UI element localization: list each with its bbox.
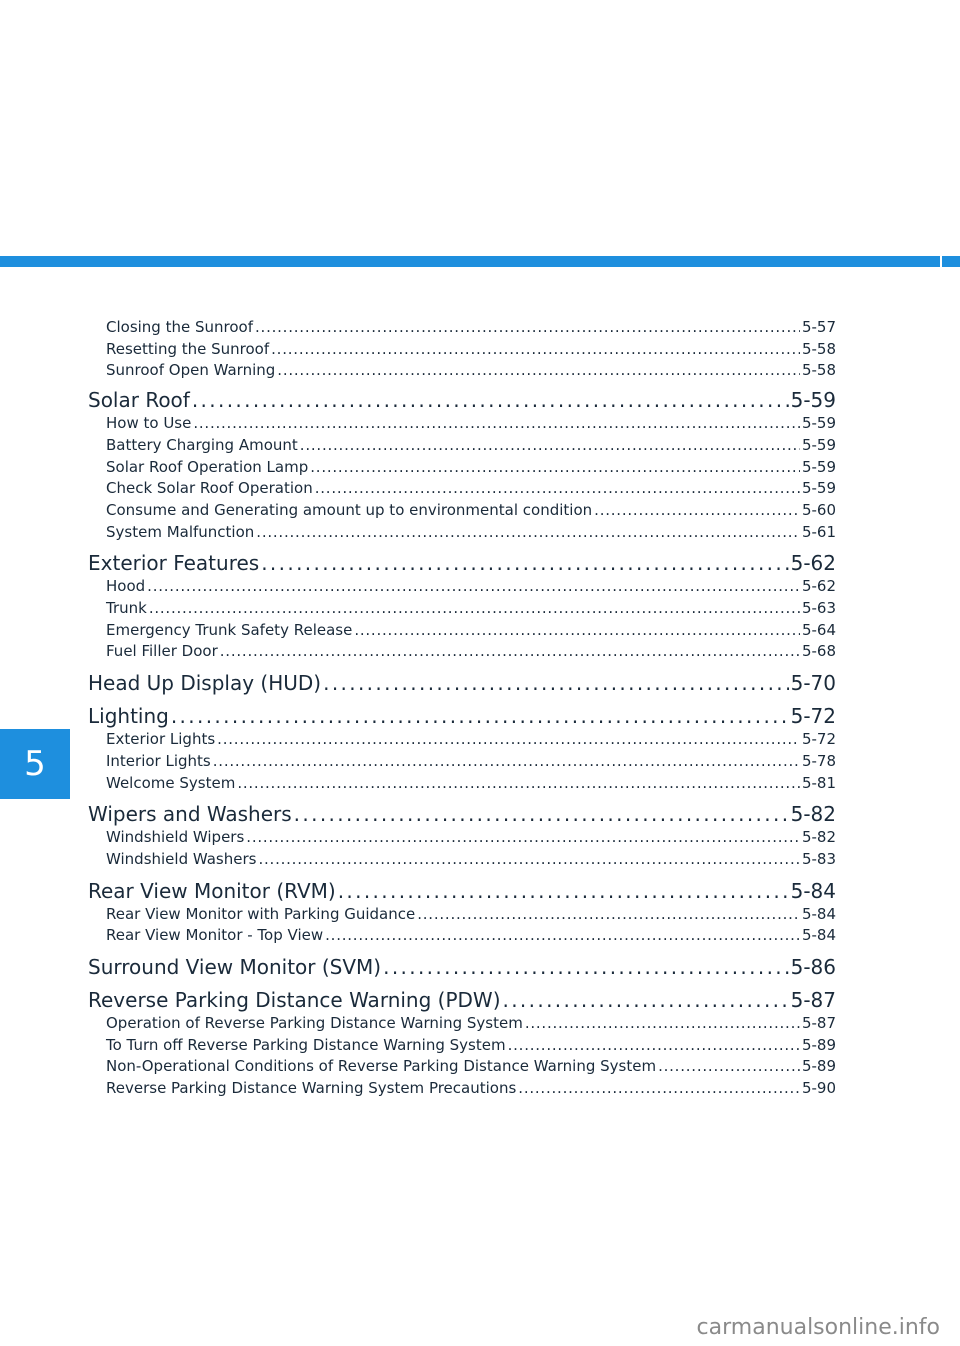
- dot-leader: [217, 729, 800, 751]
- toc-section-entry[interactable]: [88, 387, 836, 413]
- toc-entry-page: 5-86: [790, 955, 836, 980]
- toc-entry-page: 5-87: [801, 1014, 836, 1033]
- chapter-tab: [0, 729, 70, 799]
- table-of-contents: [88, 317, 836, 1100]
- toc-entry-title: Welcome System: [106, 773, 236, 792]
- dot-leader: [277, 360, 800, 382]
- toc-subsection-entry[interactable]: [88, 1078, 836, 1100]
- toc-subsection-entry[interactable]: [88, 827, 836, 849]
- toc-entry-page: 5-84: [790, 878, 836, 903]
- toc-subsection-entry[interactable]: [88, 317, 836, 339]
- toc-subsection-entry[interactable]: [88, 904, 836, 926]
- toc-subsection-entry[interactable]: [88, 598, 836, 620]
- dot-leader: [261, 550, 788, 576]
- toc-subsection-entry[interactable]: [88, 522, 836, 544]
- toc-entry-title: Sunroof Open Warning: [106, 361, 276, 380]
- dot-leader: [310, 457, 800, 479]
- toc-subsection-entry[interactable]: [88, 457, 836, 479]
- toc-entry-page: 5-89: [801, 1057, 836, 1076]
- toc-entry-title: Interior Lights: [106, 751, 211, 770]
- toc-entry-page: 5-81: [801, 773, 836, 792]
- toc-subsection-entry[interactable]: [88, 1013, 836, 1035]
- toc-subsection-entry[interactable]: [88, 1056, 836, 1078]
- toc-section-entry[interactable]: [88, 670, 836, 696]
- toc-entry-title: Rear View Monitor with Parking Guidance: [106, 904, 416, 923]
- toc-subsection-entry[interactable]: [88, 360, 836, 382]
- toc-subsection-entry[interactable]: [88, 773, 836, 795]
- toc-subsection-entry[interactable]: [88, 849, 836, 871]
- dot-leader: [508, 1035, 800, 1057]
- toc-section-entry[interactable]: [88, 878, 836, 904]
- toc-entry-title: Windshield Washers: [106, 849, 257, 868]
- toc-subsection-entry[interactable]: [88, 576, 836, 598]
- toc-entry-page: 5-59: [790, 388, 836, 413]
- dot-leader: [256, 522, 800, 544]
- toc-entry-title: How to Use: [106, 414, 192, 433]
- toc-entry-page: 5-63: [801, 599, 836, 618]
- toc-entry-page: 5-58: [801, 339, 836, 358]
- dot-leader: [213, 751, 800, 773]
- toc-entry-title: Surround View Monitor (SVM): [88, 955, 382, 980]
- toc-entry-page: 5-82: [790, 802, 836, 827]
- dot-leader: [294, 801, 789, 827]
- toc-entry-title: Consume and Generating amount up to environmental condition: [106, 500, 593, 519]
- toc-entry-title: Reverse Parking Distance Warning (PDW): [88, 988, 501, 1013]
- toc-entry-title: Rear View Monitor - Top View: [106, 926, 324, 945]
- toc-entry-title: Operation of Reverse Parking Distance Warning System: [106, 1014, 523, 1033]
- toc-subsection-entry[interactable]: [88, 925, 836, 947]
- toc-entry-title: Rear View Monitor (RVM): [88, 878, 336, 903]
- toc-entry-title: Exterior Features: [88, 551, 260, 576]
- toc-subsection-entry[interactable]: [88, 435, 836, 457]
- dot-leader: [149, 598, 800, 620]
- toc-subsection-entry[interactable]: [88, 1035, 836, 1057]
- dot-leader: [300, 435, 800, 457]
- toc-subsection-entry[interactable]: [88, 478, 836, 500]
- toc-entry-title: Battery Charging Amount: [106, 435, 298, 454]
- toc-entry-page: 5-72: [801, 730, 836, 749]
- dot-leader: [255, 317, 800, 339]
- toc-entry-page: 5-70: [790, 671, 836, 696]
- toc-entry-title: Hood: [106, 577, 146, 596]
- dot-leader: [271, 339, 800, 361]
- toc-entry-page: 5-84: [801, 904, 836, 923]
- toc-entry-page: 5-83: [801, 849, 836, 868]
- toc-entry-title: Exterior Lights: [106, 730, 216, 749]
- dot-leader: [658, 1056, 800, 1078]
- toc-entry-page: 5-59: [801, 479, 836, 498]
- toc-entry-page: 5-72: [790, 704, 836, 729]
- toc-entry-page: 5-62: [801, 577, 836, 596]
- dot-leader: [417, 904, 800, 926]
- toc-entry-title: Fuel Filler Door: [106, 642, 218, 661]
- toc-entry-title: Reverse Parking Distance Warning System Precautions: [106, 1079, 517, 1098]
- dot-leader: [246, 827, 800, 849]
- dot-leader: [193, 413, 800, 435]
- dot-leader: [503, 987, 789, 1013]
- toc-entry-title: To Turn off Reverse Parking Distance Warning System: [106, 1035, 506, 1054]
- toc-entry-page: 5-84: [801, 926, 836, 945]
- dot-leader: [518, 1078, 800, 1100]
- toc-section-entry[interactable]: [88, 550, 836, 576]
- dot-leader: [192, 387, 789, 413]
- toc-entry-title: Solar Roof: [88, 388, 190, 413]
- watermark: carmanualsonline.info: [696, 1315, 940, 1340]
- toc-entry-page: 5-59: [801, 457, 836, 476]
- toc-entry-title: Trunk: [106, 599, 147, 618]
- toc-entry-page: 5-90: [801, 1079, 836, 1098]
- toc-entry-page: 5-57: [801, 318, 836, 336]
- toc-entry-title: Head Up Display (HUD): [88, 671, 322, 696]
- toc-entry-page: 5-58: [801, 361, 836, 380]
- toc-entry-title: System Malfunction: [106, 522, 255, 541]
- toc-subsection-entry[interactable]: [88, 729, 836, 751]
- toc-subsection-entry[interactable]: [88, 413, 836, 435]
- toc-entry-page: 5-89: [801, 1035, 836, 1054]
- toc-entry-page: 5-62: [790, 551, 836, 576]
- dot-leader: [220, 641, 800, 663]
- toc-subsection-entry[interactable]: [88, 751, 836, 773]
- dot-leader: [171, 703, 789, 729]
- toc-entry-page: 5-64: [801, 620, 836, 639]
- toc-entry-title: Solar Roof Operation Lamp: [106, 457, 309, 476]
- dot-leader: [325, 925, 800, 947]
- dot-leader: [258, 849, 799, 871]
- toc-subsection-entry[interactable]: [88, 339, 836, 361]
- toc-subsection-entry[interactable]: [88, 641, 836, 663]
- toc-entry-page: 5-60: [801, 500, 836, 519]
- dot-leader: [383, 954, 789, 980]
- toc-entry-title: Closing the Sunroof: [106, 318, 253, 336]
- toc-section-entry[interactable]: [88, 954, 836, 980]
- toc-entry-page: 5-78: [801, 751, 836, 770]
- dot-leader: [338, 878, 789, 904]
- toc-entry-title: Check Solar Roof Operation: [106, 479, 313, 498]
- toc-entry-title: Emergency Trunk Safety Release: [106, 620, 353, 639]
- chapter-number: 5: [24, 744, 46, 784]
- toc-entry-title: Lighting: [88, 704, 169, 729]
- toc-subsection-entry[interactable]: [88, 620, 836, 642]
- toc-entry-title: Non-Operational Conditions of Reverse Parking Distance Warning System: [106, 1057, 657, 1076]
- toc-section-entry[interactable]: [88, 801, 836, 827]
- dot-leader: [594, 500, 800, 522]
- toc-entry-title: Resetting the Sunroof: [106, 339, 270, 358]
- dot-leader: [315, 478, 800, 500]
- toc-entry-page: 5-68: [801, 642, 836, 661]
- dot-leader: [323, 670, 789, 696]
- toc-subsection-entry[interactable]: [88, 500, 836, 522]
- dot-leader: [237, 773, 800, 795]
- dot-leader: [525, 1013, 800, 1035]
- toc-entry-page: 5-59: [801, 414, 836, 433]
- toc-section-entry[interactable]: [88, 987, 836, 1013]
- header-color-band: [0, 256, 960, 267]
- toc-entry-page: 5-61: [801, 522, 836, 541]
- toc-section-entry[interactable]: [88, 703, 836, 729]
- dot-leader: [354, 620, 800, 642]
- toc-entry-page: 5-82: [801, 828, 836, 847]
- toc-entry-page: 5-59: [801, 435, 836, 454]
- band-divider: [940, 256, 942, 267]
- dot-leader: [147, 576, 800, 598]
- toc-entry-page: 5-87: [790, 988, 836, 1013]
- toc-entry-title: Windshield Wipers: [106, 828, 245, 847]
- toc-entry-title: Wipers and Washers: [88, 802, 292, 827]
